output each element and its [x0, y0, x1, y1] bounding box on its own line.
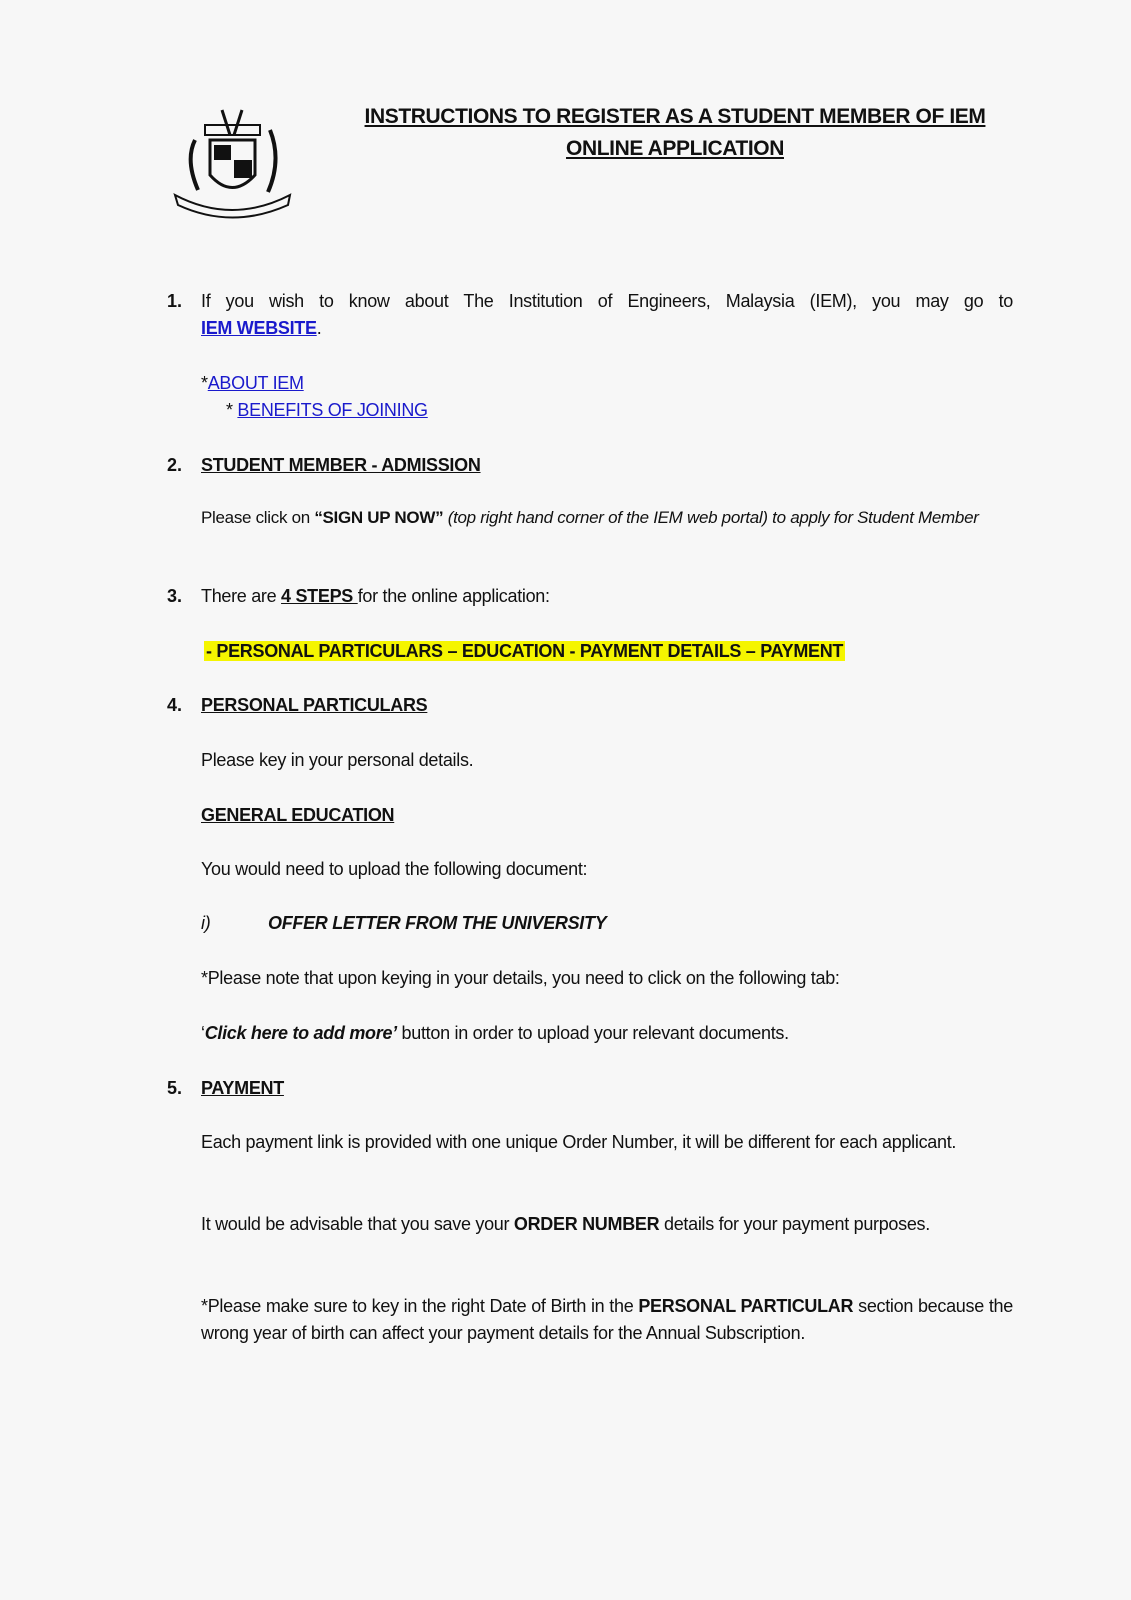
benefits-link[interactable]: BENEFITS OF JOINING: [237, 400, 428, 420]
title-line-1: INSTRUCTIONS TO REGISTER AS A STUDENT MEMBER OF IEM: [364, 105, 986, 128]
personal-details-text: Please key in your personal details.: [201, 750, 474, 770]
steps-line: [201, 583, 1013, 610]
quote: ‘: [201, 1023, 205, 1043]
benefits-line: [226, 397, 428, 424]
title-line-2: ONLINE APPLICATION: [566, 137, 784, 160]
intro-text: If you wish to know about The Institution of Engineers, Malaysia (IEM), you may go to: [201, 291, 1013, 311]
order-number-text: [201, 1211, 1013, 1238]
section-number: 4.: [167, 695, 183, 715]
steps-highlight: - PERSONAL PARTICULARS – EDUCATION - PAYMENT DETAILS – PAYMENT: [206, 641, 844, 661]
required-document: OFFER LETTER FROM THE UNIVERSITY: [268, 913, 607, 933]
text: for the online application:: [357, 586, 550, 606]
text: details for your payment purposes.: [659, 1214, 930, 1234]
about-line: [201, 370, 304, 397]
note-italic: (top right hand corner of the IEM web portal) to apply for Student Member: [443, 508, 979, 527]
note-text: *Please note that upon keying in your details, you need to click on the following tab:: [201, 968, 840, 988]
order-number: ORDER NUMBER: [513, 1214, 660, 1234]
period: .: [316, 318, 322, 338]
signup-paragraph: [201, 504, 1013, 531]
upload-text: You would need to upload the following document:: [201, 859, 588, 879]
section-heading: STUDENT MEMBER - ADMISSION: [201, 455, 481, 475]
subheading: GENERAL EDUCATION: [201, 805, 395, 825]
document-title: [330, 101, 1020, 165]
text: section because the wrong year of birth can affect your payment details for the Annual Subscription.: [201, 1296, 1013, 1343]
section-heading: PERSONAL PARTICULARS: [201, 695, 428, 715]
section-1-text: [201, 288, 1013, 342]
section-number: 3.: [167, 586, 183, 606]
text: button in order to upload your relevant documents.: [396, 1023, 789, 1043]
signup-text: “SIGN UP NOW”: [314, 508, 444, 527]
bullet: *: [226, 400, 238, 420]
section-number: 2.: [167, 455, 183, 475]
text: *Please make sure to key in the right Date of Birth in the: [201, 1296, 639, 1316]
add-more-text: Click here to add more’: [204, 1023, 397, 1043]
add-more-line: [201, 1020, 1013, 1047]
bullet: *: [201, 373, 208, 393]
section-number: 1.: [167, 291, 183, 311]
payment-text: Each payment link is provided with one unique Order Number, it will be different for each applicant.: [201, 1132, 957, 1152]
list-number: i): [201, 913, 211, 933]
text: Please click on: [201, 508, 315, 527]
section-number: 5.: [167, 1078, 183, 1098]
text: There are: [201, 586, 282, 606]
section-heading: PAYMENT: [201, 1078, 284, 1098]
dob-note: [201, 1293, 1013, 1347]
text: It would be advisable that you save your: [201, 1214, 514, 1234]
iem-crest-logo: [170, 100, 295, 222]
personal-particular: PERSONAL PARTICULAR: [638, 1296, 854, 1316]
iem-website-link[interactable]: IEM WEBSITE: [201, 318, 317, 338]
steps-count: 4 STEPS: [281, 586, 358, 606]
about-iem-link[interactable]: ABOUT IEM: [207, 373, 304, 393]
